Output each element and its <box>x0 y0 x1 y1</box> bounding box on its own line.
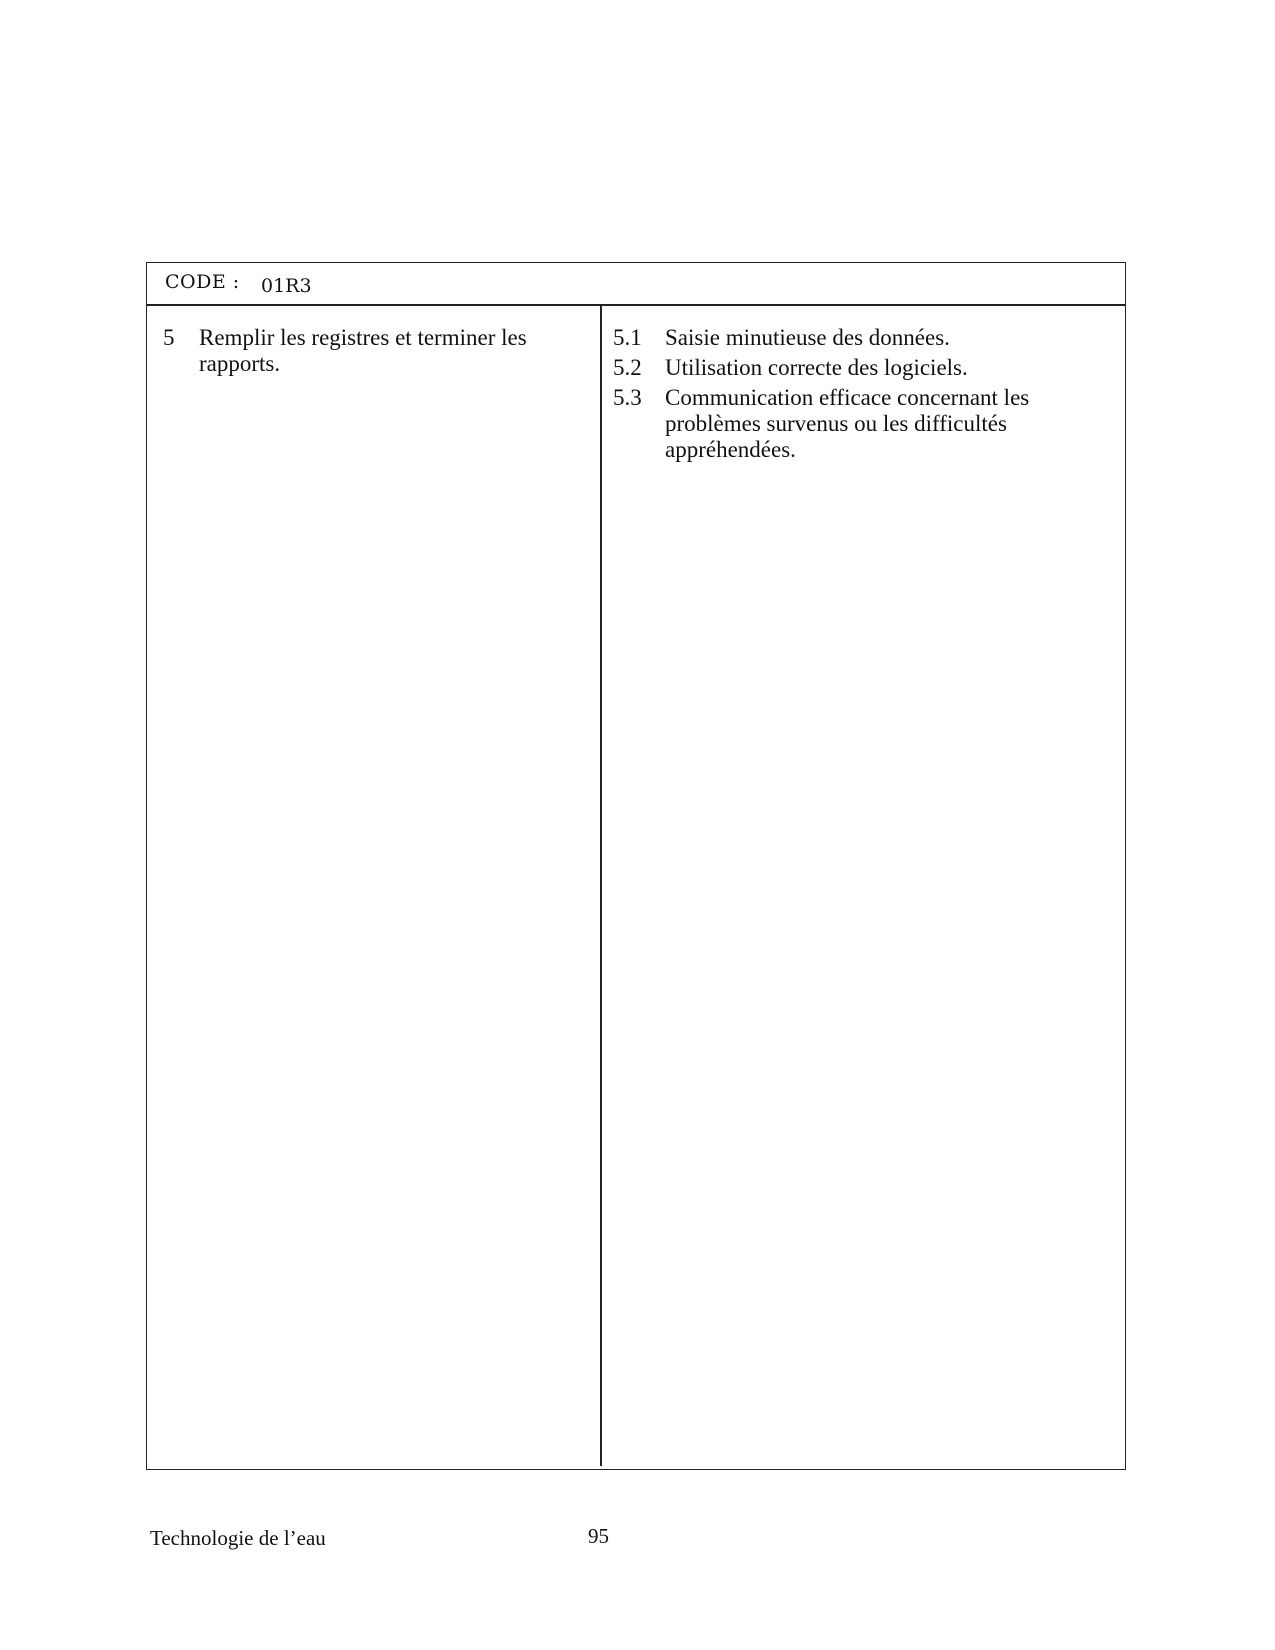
column-divider <box>600 306 602 1466</box>
element-column <box>163 325 583 377</box>
page-number: 95 <box>588 1524 609 1548</box>
element-text: Remplir les registres et terminer les rapports. <box>199 325 527 376</box>
criterion-item <box>613 385 1113 463</box>
code-value: 01R3 <box>261 275 312 297</box>
competency-table <box>146 262 1126 1470</box>
element-item <box>163 325 583 377</box>
footer-title: Technologie de l’eau <box>150 1526 326 1550</box>
criterion-number: 5.3 <box>613 385 642 410</box>
criterion-item <box>613 325 1113 351</box>
criterion-item <box>613 355 1113 381</box>
criterion-number: 5.2 <box>613 355 642 380</box>
criterion-text: Utilisation correcte des logiciels. <box>665 355 968 380</box>
element-number: 5 <box>163 325 175 350</box>
criterion-text: Saisie minutieuse des données. <box>665 325 950 350</box>
criteria-column <box>613 325 1113 467</box>
criterion-text: Communication efficace concernant les problèmes survenus ou les difficultés appréhendées. <box>665 385 1030 462</box>
code-label: CODE : <box>165 271 240 293</box>
code-row <box>147 263 1125 306</box>
criterion-number: 5.1 <box>613 325 642 350</box>
